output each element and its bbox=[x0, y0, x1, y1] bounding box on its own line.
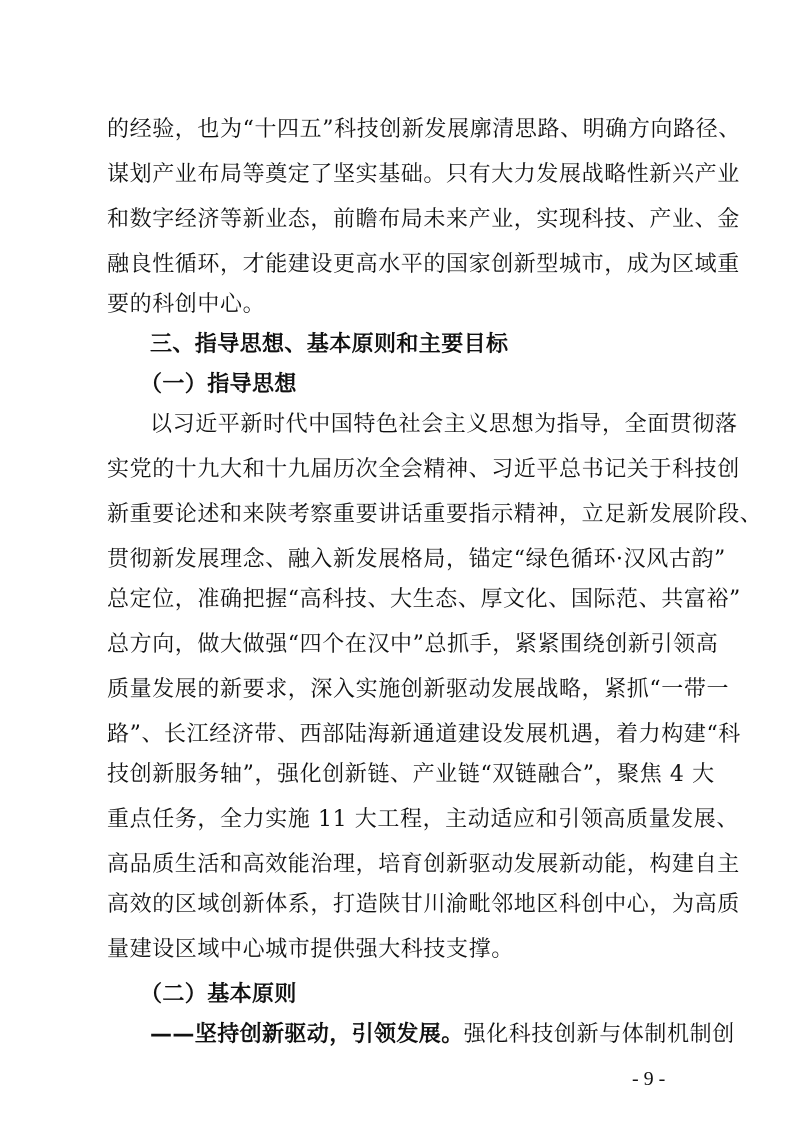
paragraph-line: 高品质生活和高效能治理，培育创新驱动发展新动能，构建自主 bbox=[107, 852, 740, 877]
paragraph-line: 和数字经济等新业态，前瞻布局未来产业，实现科技、产业、金 bbox=[107, 207, 740, 232]
principle-line bbox=[150, 1020, 735, 1050]
page-number: - 9 - bbox=[632, 1068, 666, 1090]
paragraph-line: 高效的区域创新体系，打造陕甘川渝毗邻地区科创中心，为高质 bbox=[107, 892, 740, 917]
paragraph-line: 路”、长江经济带、西部陆海新通道建设发展机遇，着力构建“科 bbox=[107, 722, 741, 747]
sub-heading-basic-principles: （二）基本原则 bbox=[140, 982, 297, 1007]
paragraph-line: 融良性循环，才能建设更高水平的国家创新型城市，成为区域重 bbox=[107, 252, 740, 277]
paragraph-line: 谋划产业布局等奠定了坚实基础。只有大力发展战略性新兴产业 bbox=[107, 162, 740, 187]
sub-heading-guiding-ideology: （一）指导思想 bbox=[140, 372, 297, 397]
paragraph-line: 要的科创中心。 bbox=[107, 292, 266, 317]
paragraph-line: 技创新服务轴”，强化创新链、产业链“双链融合”，聚焦 4 大 bbox=[107, 762, 715, 787]
paragraph-line: 贯彻新发展理念、融入新发展格局，锚定“绿色循环·汉风古韵” bbox=[107, 547, 726, 572]
paragraph-line: 总方向，做大做强“四个在汉中”总抓手，紧紧围绕创新引领高 bbox=[107, 632, 719, 657]
paragraph-line: 质量发展的新要求，深入实施创新驱动发展战略，紧抓“一带一 bbox=[107, 677, 730, 702]
principle-text: 强化科技创新与体制机制创 bbox=[463, 1022, 735, 1047]
paragraph-line: 的经验，也为“十四五”科技创新发展廓清思路、明确方向路径、 bbox=[107, 117, 741, 142]
section-heading: 三、指导思想、基本原则和主要目标 bbox=[150, 332, 509, 357]
paragraph-line: 总定位，准确把握“高科技、大生态、厚文化、国际范、共富裕” bbox=[107, 587, 741, 612]
paragraph-line: 量建设区域中心城市提供强大科技支撑。 bbox=[107, 937, 514, 962]
paragraph-line: 新重要论述和来陕考察重要讲话重要指示精神，立足新发展阶段、 bbox=[107, 502, 763, 527]
paragraph-line: 重点任务，全力实施 11 大工程，主动适应和引领高质量发展、 bbox=[107, 807, 739, 832]
principle-title: ——坚持创新驱动，引领发展。 bbox=[150, 1022, 464, 1047]
paragraph-line: 以习近平新时代中国特色社会主义思想为指导，全面贯彻落 bbox=[150, 412, 738, 437]
paragraph-line: 实党的十九大和十九届历次全会精神、习近平总书记关于科技创 bbox=[107, 457, 740, 482]
